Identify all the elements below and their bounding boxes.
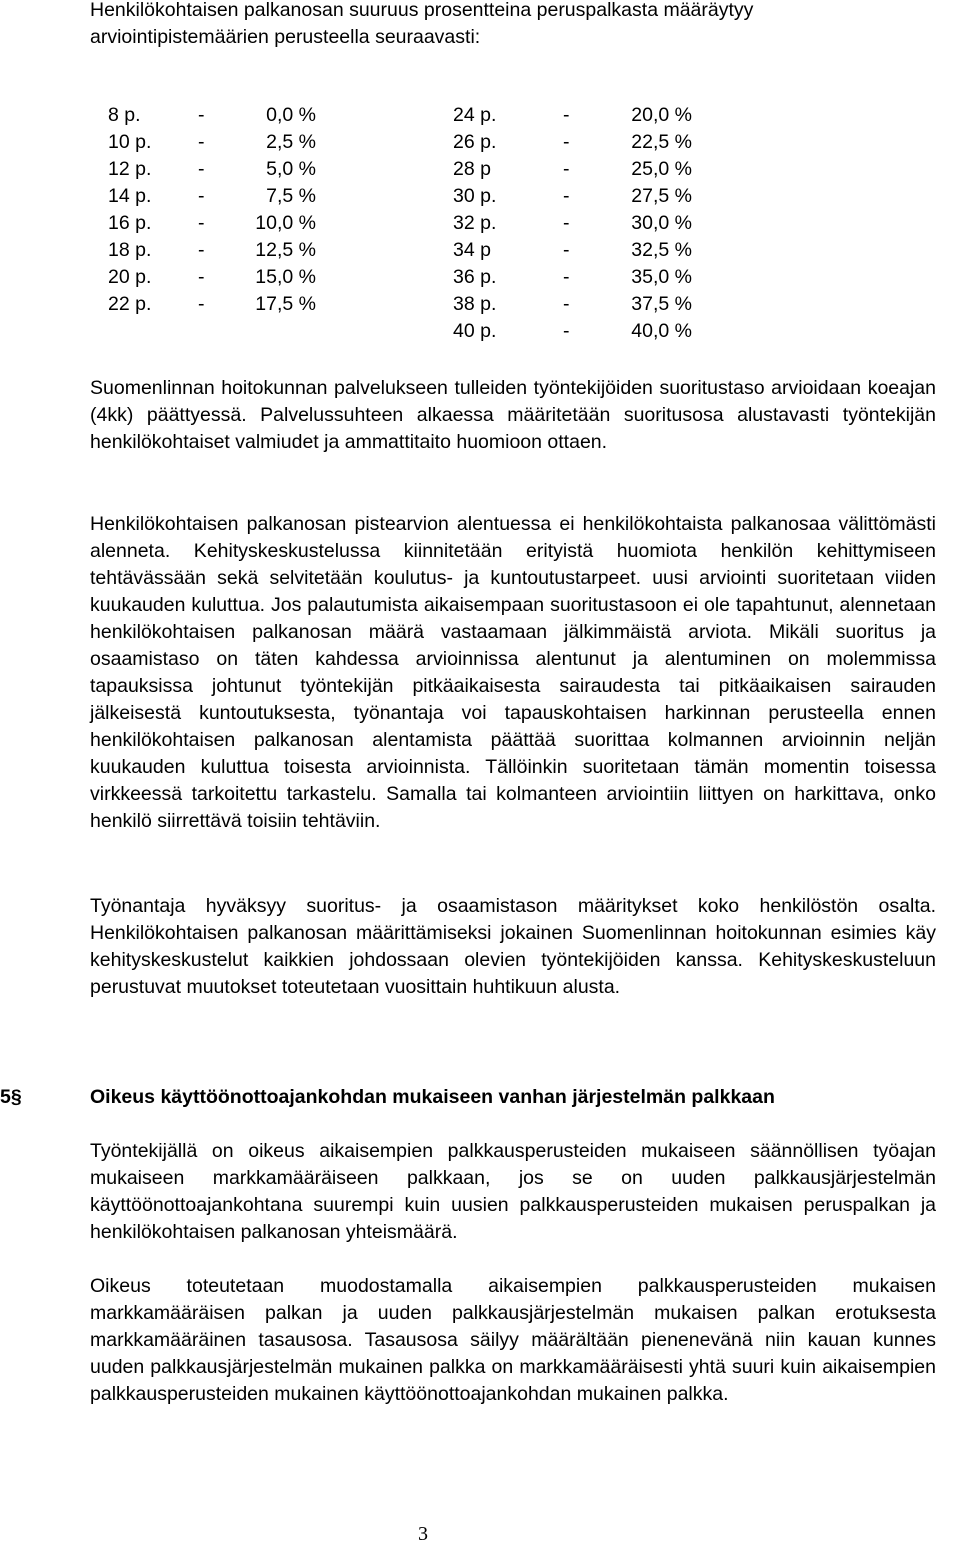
points-cell: 10 p. bbox=[108, 131, 152, 153]
table-row bbox=[0, 102, 960, 129]
percentage-cell: 7,5 % bbox=[266, 185, 316, 207]
points-cell: 30 p. bbox=[453, 185, 497, 207]
dash-cell: - bbox=[563, 158, 570, 180]
dash-cell: - bbox=[198, 185, 205, 207]
points-cell: 16 p. bbox=[108, 212, 152, 234]
dash-cell: - bbox=[563, 266, 570, 288]
paragraph-equalization bbox=[90, 1273, 936, 1408]
table-row bbox=[0, 291, 960, 318]
dash-cell: - bbox=[198, 158, 205, 180]
paragraph-5: Oikeus toteutetaan muodostamalla aikaisempien palkkausperusteiden mukaisen markkamääräisen palkan ja uuden palkkausjärjestelmän mukaisen palkan erotuksesta markkamääräinen tasausosa. Tasausosa säilyy määrältään pienenevänä niin kauan kunnes uuden palkkausjärjestelmän mukainen palkka on markkamääräisesti yhtä suuri kuin aikaisempien palkkausperusteiden mukainen käyttöönottoajankohdan mukainen palkka. bbox=[90, 1275, 936, 1405]
dash-cell: - bbox=[198, 131, 205, 153]
intro-line-1: Henkilökohtaisen palkanosan suuruus prosentteina peruspalkasta määräytyy bbox=[90, 0, 754, 21]
percentage-cell: 32,5 % bbox=[631, 239, 692, 261]
section-title: Oikeus käyttöönottoajankohdan mukaiseen vanhan järjestelmän palkkaan bbox=[90, 1086, 775, 1108]
points-cell: 28 p bbox=[453, 158, 491, 180]
paragraph-employer-approval bbox=[90, 893, 936, 1001]
dash-cell: - bbox=[198, 293, 205, 315]
paragraph-probation-assessment bbox=[90, 375, 936, 456]
dash-cell: - bbox=[563, 239, 570, 261]
paragraph-old-system-right bbox=[90, 1138, 936, 1246]
percentage-cell: 22,5 % bbox=[631, 131, 692, 153]
percentage-cell: 10,0 % bbox=[255, 212, 316, 234]
points-cell: 26 p. bbox=[453, 131, 497, 153]
paragraph-score-decrease bbox=[90, 511, 936, 835]
dash-cell: - bbox=[198, 104, 205, 126]
points-cell: 8 p. bbox=[108, 104, 141, 126]
percentage-cell: 35,0 % bbox=[631, 266, 692, 288]
percentage-cell: 12,5 % bbox=[255, 239, 316, 261]
percentage-cell: 20,0 % bbox=[631, 104, 692, 126]
dash-cell: - bbox=[563, 320, 570, 342]
percentage-cell: 27,5 % bbox=[631, 185, 692, 207]
percentage-cell: 2,5 % bbox=[266, 131, 316, 153]
points-cell: 32 p. bbox=[453, 212, 497, 234]
dash-cell: - bbox=[563, 185, 570, 207]
percentage-cell: 15,0 % bbox=[255, 266, 316, 288]
percentage-cell: 25,0 % bbox=[631, 158, 692, 180]
table-row bbox=[0, 264, 960, 291]
dash-cell: - bbox=[563, 212, 570, 234]
paragraph-1: Suomenlinnan hoitokunnan palvelukseen tulleiden työntekijöiden suoritustaso arvioidaan koeajan (4kk) päättyessä. Palvelussuhteen alkaessa määritetään suoritusosa alustavasti työntekijän henkilökohtaiset valmiudet ja ammattitaito huomioon ottaen. bbox=[90, 377, 936, 453]
section-number: 5§ bbox=[0, 1086, 22, 1108]
table-row bbox=[0, 156, 960, 183]
percentage-cell: 0,0 % bbox=[266, 104, 316, 126]
dash-cell: - bbox=[198, 212, 205, 234]
intro-text bbox=[90, 0, 930, 51]
percentage-cell: 37,5 % bbox=[631, 293, 692, 315]
points-cell: 34 p bbox=[453, 239, 491, 261]
percentage-cell: 5,0 % bbox=[266, 158, 316, 180]
points-cell: 14 p. bbox=[108, 185, 152, 207]
section-heading bbox=[0, 1084, 960, 1111]
table-row bbox=[0, 183, 960, 210]
table-row bbox=[0, 318, 960, 345]
dash-cell: - bbox=[563, 104, 570, 126]
percentage-cell: 30,0 % bbox=[631, 212, 692, 234]
dash-cell: - bbox=[198, 239, 205, 261]
points-cell: 18 p. bbox=[108, 239, 152, 261]
percentage-cell: 40,0 % bbox=[631, 320, 692, 342]
points-cell: 36 p. bbox=[453, 266, 497, 288]
dash-cell: - bbox=[198, 266, 205, 288]
dash-cell: - bbox=[563, 131, 570, 153]
points-cell: 20 p. bbox=[108, 266, 152, 288]
paragraph-3: Työnantaja hyväksyy suoritus- ja osaamistason määritykset koko henkilöstön osalta. Henkilökohtaisen palkanosan määrittämiseksi jokainen Suomenlinnan hoitokunnan esimies käy kehityskeskustelut kaikkien johdossaan olevien työntekijöiden kanssa. Kehityskeskusteluun perustuvat muutokset toteutetaan vuosittain huhtikuun alusta. bbox=[90, 895, 936, 998]
dash-cell: - bbox=[563, 293, 570, 315]
intro-line-2: arviointipistemäärien perusteella seuraavasti: bbox=[90, 26, 481, 48]
points-cell: 12 p. bbox=[108, 158, 152, 180]
points-cell: 40 p. bbox=[453, 320, 497, 342]
table-row bbox=[0, 210, 960, 237]
percentage-cell: 17,5 % bbox=[255, 293, 316, 315]
paragraph-4: Työntekijällä on oikeus aikaisempien palkkausperusteiden mukaiseen säännöllisen työajan mukaiseen markkamääräiseen palkkaan, jos se on uuden palkkausjärjestelmän käyttöönottoajankohtana suurempi kuin uusien palkkausperusteiden mukaisen peruspalkan ja henkilökohtaisen palkanosan yhteismäärä. bbox=[90, 1140, 936, 1243]
paragraph-2: Henkilökohtaisen palkanosan pistearvion alentuessa ei henkilökohtaista palkanosaa välittömästi alenneta. Kehityskeskustelussa kiinnitetään erityistä huomiota henkilön kehittymiseen tehtävässään sekä selvitetään koulutus- ja kuntoutustarpeet. uusi arviointi suoritetaan viiden kuukauden kuluttua. Jos palautumista aikaisempaan suoritustasoon ei ole tapahtunut, alennetaan henkilökohtaisen palkanosan määrä vastaamaan jälkimmäistä arviota. Mikäli suoritus ja osaamistaso on täten kahdessa arvioinnissa alentunut ja alentuminen on molemmissa tapauksissa johtunut työntekijän pitkäaikaisesta sairaudesta tai pitkäaikaisen sairauden jälkeisestä kuntoutuksesta, työnantaja voi tapauskohtaisen harkinnan perusteella ennen henkilökohtaisen palkanosan alentamista päättää suorittaa kolmannen arvioinnin neljän kuukauden kuluttua toisesta arvioinnista. Tällöinkin suoritetaan tämän momentin toisessa virkkeessä tarkoitettu tarkastelu. Samalla tai kolmanteen arviointiin liittyen on harkittava, onko henkilö siirrettävä toisiin tehtäviin. bbox=[90, 513, 936, 832]
points-cell: 22 p. bbox=[108, 293, 152, 315]
points-cell: 38 p. bbox=[453, 293, 497, 315]
points-cell: 24 p. bbox=[453, 104, 497, 126]
table-row bbox=[0, 129, 960, 156]
table-row bbox=[0, 237, 960, 264]
page-number: 3 bbox=[418, 1523, 428, 1545]
